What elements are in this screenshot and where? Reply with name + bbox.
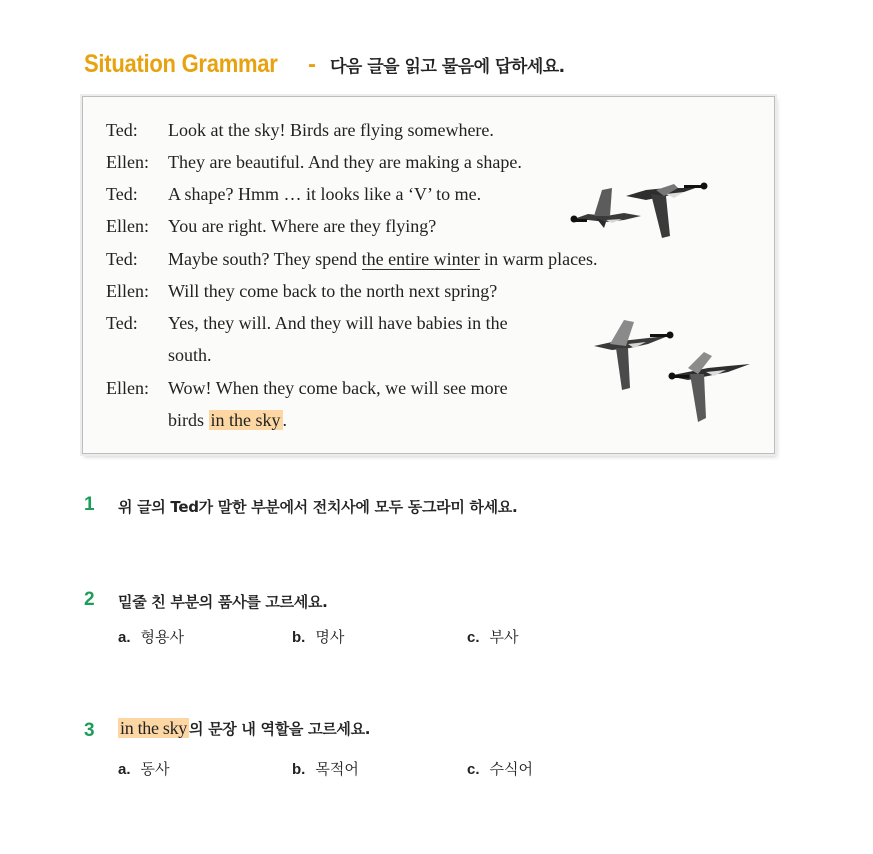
dialog-text: Yes, they will. And they will have babies in the xyxy=(168,313,508,333)
option-key: a. xyxy=(118,761,131,778)
question-text-rest: 의 문장 내 역할을 고르세요. xyxy=(189,720,371,738)
question-number: 3 xyxy=(84,720,95,741)
title-english: Situation Grammar xyxy=(84,50,278,78)
option-label: 부사 xyxy=(489,628,519,646)
question-text: 밑줄 친 부분의 품사를 고르세요. xyxy=(118,593,328,611)
option-key: c. xyxy=(467,761,480,778)
title-dash: - xyxy=(308,51,316,78)
question-number: 1 xyxy=(84,494,95,515)
answer-option[interactable] xyxy=(467,626,519,647)
speaker: Ted: xyxy=(106,249,138,269)
option-label: 명사 xyxy=(315,628,345,646)
option-label: 동사 xyxy=(140,760,170,778)
dialog-text: You are right. Where are they flying? xyxy=(168,216,437,236)
speaker: Ted: xyxy=(106,184,138,204)
speaker: Ted: xyxy=(106,313,138,333)
speaker: Ted: xyxy=(106,120,138,140)
goose-icon xyxy=(571,188,642,228)
dialog-text: They are beautiful. And they are making a shape. xyxy=(168,152,522,172)
highlighted-phrase: in the sky xyxy=(120,718,187,738)
answer-option[interactable] xyxy=(292,626,344,647)
text-segment: Maybe south? They spend xyxy=(168,249,362,269)
page-title xyxy=(84,50,565,86)
geese-flock-bottom-icon xyxy=(588,318,756,428)
option-key: b. xyxy=(292,761,306,778)
question-text xyxy=(118,718,370,739)
option-key: c. xyxy=(467,629,480,646)
goose-icon xyxy=(626,183,708,239)
question-text: 위 글의 Ted가 말한 부분에서 전치사에 모두 동그라미 하세요. xyxy=(118,498,518,516)
dialog-text xyxy=(168,249,598,270)
question-number: 2 xyxy=(84,589,95,610)
speaker: Ellen: xyxy=(106,216,149,236)
answer-option[interactable] xyxy=(292,758,359,779)
text-segment: birds xyxy=(168,410,209,430)
geese-flock-top-icon xyxy=(566,176,711,244)
option-key: a. xyxy=(118,629,131,646)
option-key: b. xyxy=(292,629,306,646)
speaker: Ellen: xyxy=(106,152,149,172)
dialog-text: Wow! When they come back, we will see more xyxy=(168,378,508,398)
answer-option[interactable] xyxy=(118,626,184,647)
dialog-text: south. xyxy=(168,345,212,365)
option-label: 수식어 xyxy=(489,760,533,778)
speaker: Ellen: xyxy=(106,281,149,301)
dialog-text: A shape? Hmm … it looks like a ‘V’ to me. xyxy=(168,184,482,204)
answer-option[interactable] xyxy=(467,758,533,779)
option-label: 목적어 xyxy=(315,760,359,778)
underlined-phrase: the entire winter xyxy=(361,249,480,269)
highlighted-phrase: in the sky xyxy=(210,410,281,430)
title-instruction: 다음 글을 읽고 물음에 답하세요. xyxy=(330,57,565,77)
answer-option[interactable] xyxy=(118,758,170,779)
speaker: Ellen: xyxy=(106,378,149,398)
text-segment: . xyxy=(282,410,287,430)
dialog-text xyxy=(168,410,287,431)
goose-icon xyxy=(668,352,750,422)
text-segment: in warm places. xyxy=(479,249,598,269)
option-label: 형용사 xyxy=(140,628,184,646)
goose-icon xyxy=(594,320,674,390)
dialog-text: Look at the sky! Birds are flying somewhere. xyxy=(168,120,494,140)
dialog-text: Will they come back to the north next spring? xyxy=(168,281,498,301)
